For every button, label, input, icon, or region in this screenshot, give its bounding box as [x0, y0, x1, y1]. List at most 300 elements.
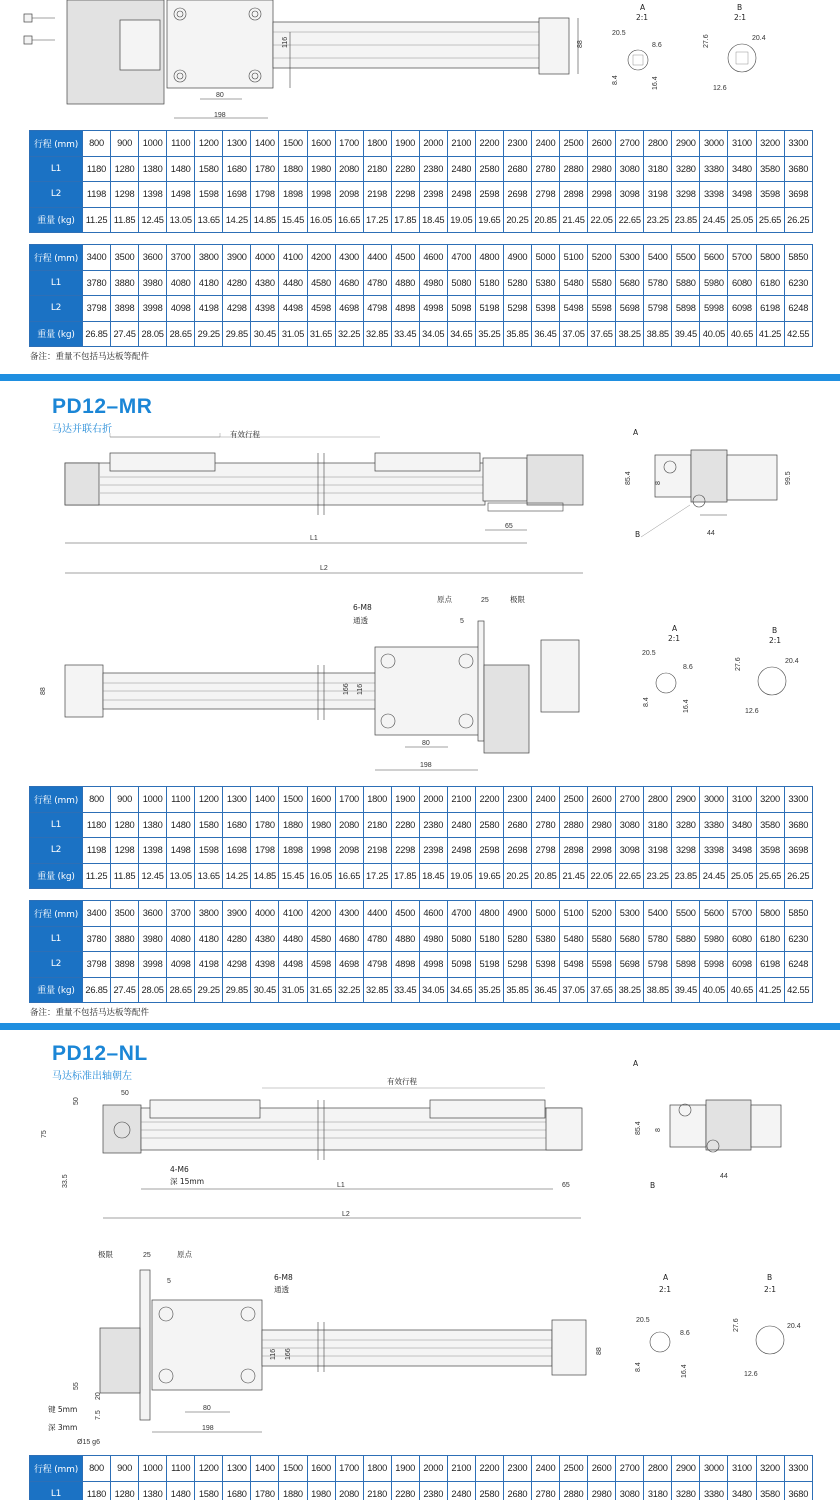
- table-cell: 2280: [391, 812, 419, 838]
- dimension-label: 深 15mm: [170, 1177, 205, 1186]
- table-cell: 38.85: [644, 977, 672, 1003]
- table-cell: 5080: [447, 926, 475, 952]
- dimension-label: 65: [505, 523, 513, 530]
- table-cell: 2680: [503, 812, 531, 838]
- table-cell: 2100: [447, 131, 475, 157]
- row-header: L2: [30, 952, 83, 978]
- table-cell: 4298: [223, 952, 251, 978]
- table-cell: 6230: [784, 926, 812, 952]
- table-cell: 20.25: [503, 863, 531, 889]
- table-cell: 2980: [588, 1481, 616, 1500]
- dimension-label: 85.4: [635, 1121, 642, 1135]
- table-cell: 4580: [307, 270, 335, 296]
- table-cell: 35.85: [503, 321, 531, 347]
- table-cell: 4198: [195, 296, 223, 322]
- table-cell: 2700: [616, 1456, 644, 1482]
- table-cell: 1280: [111, 1481, 139, 1500]
- table-cell: 5180: [475, 270, 503, 296]
- dimension-label: 20.4: [787, 1323, 801, 1330]
- table-cell: 3798: [83, 296, 111, 322]
- table-cell: 5600: [700, 901, 728, 927]
- table-cell: 3698: [784, 182, 812, 208]
- table-cell: 2400: [532, 1456, 560, 1482]
- table-cell: 3500: [111, 901, 139, 927]
- table-cell: 5180: [475, 926, 503, 952]
- table-cell: 2798: [532, 182, 560, 208]
- table-cell: 2780: [532, 156, 560, 182]
- dimension-label: 80: [422, 740, 430, 747]
- table-cell: 1698: [223, 838, 251, 864]
- table-cell: 6098: [728, 296, 756, 322]
- table-row: [30, 321, 813, 347]
- table-cell: 2298: [391, 182, 419, 208]
- table-cell: 3280: [672, 156, 700, 182]
- table-cell: 4998: [419, 952, 447, 978]
- table-cell: 4880: [391, 926, 419, 952]
- table-row: [30, 977, 813, 1003]
- table-cell: 12.45: [139, 207, 167, 233]
- table-cell: 26.25: [784, 207, 812, 233]
- table-cell: 1580: [195, 156, 223, 182]
- table-cell: 2400: [532, 131, 560, 157]
- table-cell: 3380: [700, 812, 728, 838]
- table-cell: 23.25: [644, 863, 672, 889]
- table-cell: 3180: [644, 1481, 672, 1500]
- table-cell: 1280: [111, 156, 139, 182]
- table-cell: 2880: [560, 156, 588, 182]
- dimension-label: L1: [310, 535, 318, 542]
- spec-table-2a: [29, 786, 813, 889]
- slide-plate-top: [167, 0, 273, 88]
- table-cell: 4780: [363, 270, 391, 296]
- table-cell: 3098: [616, 838, 644, 864]
- table-cell: 4380: [251, 926, 279, 952]
- table-cell: 2800: [644, 1456, 672, 1482]
- table-cell: 2298: [391, 838, 419, 864]
- table-cell: 1480: [167, 156, 195, 182]
- table-cell: 4200: [307, 901, 335, 927]
- table-cell: 30.45: [251, 977, 279, 1003]
- table-row: [30, 1481, 813, 1500]
- dimension-label: 键 5mm: [48, 1405, 78, 1414]
- dimension-label: 12.6: [745, 708, 759, 715]
- dim-116: 116: [282, 36, 289, 48]
- table-row: [30, 863, 813, 889]
- table-cell: 5598: [588, 952, 616, 978]
- table-cell: 19.05: [447, 863, 475, 889]
- table-cell: 4480: [279, 270, 307, 296]
- table-cell: 5480: [560, 926, 588, 952]
- table-cell: 33.45: [391, 321, 419, 347]
- table-cell: 4198: [195, 952, 223, 978]
- mr-side-view: [65, 429, 583, 573]
- row-header: L1: [30, 270, 83, 296]
- table-cell: 4880: [391, 270, 419, 296]
- table-cell: 23.25: [644, 207, 672, 233]
- row-header: 重量 (kg): [30, 207, 83, 233]
- dimension-label: 深 3mm: [48, 1423, 78, 1432]
- row-header: L2: [30, 296, 83, 322]
- table-cell: 16.65: [335, 863, 363, 889]
- table-cell: 5198: [475, 296, 503, 322]
- table-cell: 5200: [588, 901, 616, 927]
- row-header: L1: [30, 812, 83, 838]
- table-cell: 3200: [756, 1456, 784, 1482]
- dimension-label: A: [640, 3, 646, 12]
- table-cell: 5850: [784, 901, 812, 927]
- table-cell: 2800: [644, 787, 672, 813]
- table-cell: 5898: [672, 952, 700, 978]
- table-cell: 3898: [111, 296, 139, 322]
- table-cell: 3580: [756, 812, 784, 838]
- table-cell: 3498: [728, 182, 756, 208]
- table-cell: 1298: [111, 182, 139, 208]
- dimension-label: 99.5: [785, 471, 792, 485]
- section-divider-2: [0, 1023, 840, 1030]
- table-cell: 3080: [616, 156, 644, 182]
- table-cell: 1680: [223, 156, 251, 182]
- dimension-label: 2:1: [769, 636, 782, 645]
- table-cell: 2098: [335, 182, 363, 208]
- dimension-label: 7.5: [95, 1410, 102, 1420]
- table-cell: 2880: [560, 812, 588, 838]
- table-cell: 2600: [588, 131, 616, 157]
- table-cell: 3198: [644, 838, 672, 864]
- spec-table-3a: [29, 1455, 813, 1500]
- table-cell: 22.65: [616, 863, 644, 889]
- table-cell: 1998: [307, 838, 335, 864]
- table-cell: 1500: [279, 1456, 307, 1482]
- table-cell: 5298: [503, 952, 531, 978]
- table-cell: 4898: [391, 952, 419, 978]
- table-cell: 34.65: [447, 321, 475, 347]
- table-cell: 4300: [335, 901, 363, 927]
- table-cell: 3480: [728, 156, 756, 182]
- dimension-label: 50: [73, 1097, 80, 1105]
- table-cell: 4680: [335, 270, 363, 296]
- table-cell: 2900: [672, 1456, 700, 1482]
- table-cell: 2500: [560, 787, 588, 813]
- table-cell: 3180: [644, 812, 672, 838]
- table-cell: 5798: [644, 296, 672, 322]
- table-cell: 2198: [363, 182, 391, 208]
- table-cell: 2300: [503, 131, 531, 157]
- section-subtitle-mr: 马达并联右折: [52, 424, 112, 435]
- table-cell: 1900: [391, 787, 419, 813]
- table-cell: 36.45: [532, 977, 560, 1003]
- dimension-label: 4-M6: [170, 1165, 189, 1174]
- table-cell: 1600: [307, 131, 335, 157]
- table-cell: 4900: [503, 901, 531, 927]
- dimension-label: 27.6: [733, 1318, 740, 1332]
- table-cell: 4498: [279, 952, 307, 978]
- note-1: 备注：重量不包括马达板等配件: [30, 352, 150, 362]
- table-cell: 2500: [560, 131, 588, 157]
- spec-table-2b: [29, 900, 813, 1003]
- table-cell: 32.85: [363, 321, 391, 347]
- table-cell: 40.05: [700, 977, 728, 1003]
- table-cell: 1680: [223, 1481, 251, 1500]
- table-cell: 4280: [223, 270, 251, 296]
- table-cell: 1980: [307, 812, 335, 838]
- table-cell: 4700: [447, 901, 475, 927]
- table-row: [30, 296, 813, 322]
- dimension-label: 8: [655, 481, 662, 485]
- table-cell: 3780: [83, 270, 111, 296]
- table-cell: 18.45: [419, 207, 447, 233]
- row-header: L1: [30, 156, 83, 182]
- dimension-label: 198: [420, 762, 432, 769]
- table-cell: 3600: [139, 245, 167, 271]
- table-cell: 21.45: [560, 207, 588, 233]
- dimension-label: 5: [167, 1278, 171, 1285]
- table-cell: 13.65: [195, 207, 223, 233]
- table-cell: 5198: [475, 952, 503, 978]
- table-cell: 3600: [139, 901, 167, 927]
- table-cell: 1198: [83, 182, 111, 208]
- dimension-label: 166: [343, 683, 350, 695]
- table-cell: 5500: [672, 245, 700, 271]
- table-cell: 17.25: [363, 863, 391, 889]
- row-header: L1: [30, 926, 83, 952]
- table-cell: 6080: [728, 270, 756, 296]
- table-cell: 5080: [447, 270, 475, 296]
- table-cell: 6080: [728, 926, 756, 952]
- table-cell: 2980: [588, 812, 616, 838]
- table-cell: 4300: [335, 245, 363, 271]
- table-cell: 34.05: [419, 977, 447, 1003]
- table-cell: 2698: [503, 182, 531, 208]
- table-cell: 2580: [475, 1481, 503, 1500]
- table-cell: 4798: [363, 296, 391, 322]
- dimension-label: 极限: [98, 1250, 113, 1259]
- table-cell: 4698: [335, 296, 363, 322]
- table-cell: 39.45: [672, 321, 700, 347]
- table-cell: 13.65: [195, 863, 223, 889]
- table-cell: 2198: [363, 838, 391, 864]
- table-cell: 1780: [251, 156, 279, 182]
- table-cell: 2180: [363, 156, 391, 182]
- dimension-label: Ø15 g6: [77, 1439, 100, 1446]
- table-cell: 5398: [532, 296, 560, 322]
- table-cell: 31.05: [279, 321, 307, 347]
- table-cell: 4598: [307, 296, 335, 322]
- table-cell: 3298: [672, 182, 700, 208]
- table-cell: 1000: [139, 787, 167, 813]
- table-cell: 1800: [363, 787, 391, 813]
- dimension-label: A: [633, 428, 639, 437]
- table-cell: 2180: [363, 1481, 391, 1500]
- table-cell: 22.05: [588, 863, 616, 889]
- table-cell: 3098: [616, 182, 644, 208]
- table-cell: 1998: [307, 182, 335, 208]
- table-cell: 28.05: [139, 977, 167, 1003]
- dimension-label: 通透: [274, 1285, 289, 1294]
- table-cell: 5698: [616, 952, 644, 978]
- table-cell: 1898: [279, 182, 307, 208]
- dimension-label: 极限: [510, 595, 525, 604]
- table-cell: 800: [83, 131, 111, 157]
- table-cell: 1200: [195, 787, 223, 813]
- dimension-label: 6-M8: [353, 603, 372, 612]
- row-header: 行程 (mm): [30, 901, 83, 927]
- table-cell: 2580: [475, 812, 503, 838]
- table-cell: 41.25: [756, 977, 784, 1003]
- dimension-label: 88: [40, 687, 47, 695]
- table-cell: 4900: [503, 245, 531, 271]
- table-cell: 1980: [307, 1481, 335, 1500]
- table-cell: 13.05: [167, 863, 195, 889]
- table-cell: 2480: [447, 156, 475, 182]
- table-cell: 4680: [335, 926, 363, 952]
- dimension-label: A: [633, 1060, 639, 1068]
- table-cell: 17.85: [391, 207, 419, 233]
- section-title-nl: PD12–NL: [52, 1042, 148, 1065]
- table-cell: 5800: [756, 245, 784, 271]
- table-cell: 1300: [223, 1456, 251, 1482]
- dimension-label: 有效行程: [387, 1077, 417, 1086]
- table-cell: 3380: [700, 156, 728, 182]
- table-row: [30, 901, 813, 927]
- table-cell: 2580: [475, 156, 503, 182]
- table-cell: 4698: [335, 952, 363, 978]
- table-cell: 3900: [223, 901, 251, 927]
- mr-detail-a: [642, 624, 693, 713]
- dimension-label: 8.6: [683, 664, 693, 671]
- table-cell: 4580: [307, 926, 335, 952]
- dimension-label: 16.4: [652, 76, 659, 90]
- table-cell: 1380: [139, 812, 167, 838]
- dimension-label: 88: [596, 1347, 603, 1355]
- table-cell: 1700: [335, 1456, 363, 1482]
- table-cell: 2900: [672, 131, 700, 157]
- table-cell: 1900: [391, 131, 419, 157]
- nl-detail-a: [635, 1273, 690, 1378]
- table-cell: 5380: [532, 270, 560, 296]
- table-cell: 2998: [588, 838, 616, 864]
- table-cell: 1880: [279, 156, 307, 182]
- dimension-label: A: [663, 1273, 669, 1282]
- dimension-label: 2:1: [659, 1285, 672, 1294]
- table-cell: 1400: [251, 131, 279, 157]
- table-cell: 1180: [83, 156, 111, 182]
- table-cell: 17.85: [391, 863, 419, 889]
- table-cell: 1380: [139, 1481, 167, 1500]
- table-cell: 3900: [223, 245, 251, 271]
- table-cell: 28.05: [139, 321, 167, 347]
- table-cell: 5580: [588, 926, 616, 952]
- nl-drawings: [0, 1060, 840, 1455]
- table-cell: 5300: [616, 901, 644, 927]
- table-cell: 1700: [335, 131, 363, 157]
- dimension-label: 5: [460, 618, 464, 625]
- table-cell: 3780: [83, 926, 111, 952]
- table-cell: 4500: [391, 901, 419, 927]
- table-cell: 3300: [784, 787, 812, 813]
- table-cell: 1580: [195, 1481, 223, 1500]
- table-cell: 39.45: [672, 977, 700, 1003]
- table-cell: 3798: [83, 952, 111, 978]
- table-cell: 5700: [728, 245, 756, 271]
- table-cell: 1400: [251, 1456, 279, 1482]
- table-cell: 5100: [560, 245, 588, 271]
- table-cell: 3398: [700, 838, 728, 864]
- table-cell: 2680: [503, 1481, 531, 1500]
- table-cell: 6230: [784, 270, 812, 296]
- dimension-label: 8.4: [643, 697, 650, 707]
- table-cell: 5500: [672, 901, 700, 927]
- table-cell: 1200: [195, 131, 223, 157]
- table-cell: 23.85: [672, 863, 700, 889]
- table-cell: 3100: [728, 787, 756, 813]
- table-cell: 1280: [111, 812, 139, 838]
- table-cell: 1180: [83, 1481, 111, 1500]
- table-cell: 3298: [672, 838, 700, 864]
- table-cell: 3580: [756, 1481, 784, 1500]
- mr-end-view: [625, 428, 792, 539]
- dimension-label: B: [635, 530, 641, 539]
- table-cell: 5300: [616, 245, 644, 271]
- table-cell: 33.45: [391, 977, 419, 1003]
- table-cell: 3000: [700, 131, 728, 157]
- table-cell: 1480: [167, 812, 195, 838]
- row-header: 重量 (kg): [30, 321, 83, 347]
- table-cell: 3598: [756, 838, 784, 864]
- table-cell: 5850: [784, 245, 812, 271]
- table-cell: 4800: [475, 245, 503, 271]
- table-cell: 2900: [672, 787, 700, 813]
- table-cell: 4998: [419, 296, 447, 322]
- dimension-label: 33.5: [62, 1174, 69, 1188]
- table-cell: 14.85: [251, 207, 279, 233]
- table-cell: 2000: [419, 131, 447, 157]
- table-cell: 22.65: [616, 207, 644, 233]
- table-cell: 3080: [616, 812, 644, 838]
- table-cell: 11.85: [111, 863, 139, 889]
- dimension-label: B: [650, 1181, 656, 1190]
- dimension-label: L1: [337, 1182, 345, 1189]
- row-header: L2: [30, 182, 83, 208]
- table-cell: 32.25: [335, 321, 363, 347]
- table-cell: 16.05: [307, 863, 335, 889]
- table-cell: 40.05: [700, 321, 728, 347]
- dimension-label: B: [767, 1273, 773, 1282]
- table-cell: 2798: [532, 838, 560, 864]
- table-cell: 4500: [391, 245, 419, 271]
- table-row: [30, 156, 813, 182]
- table-cell: 40.65: [728, 321, 756, 347]
- dimension-label: 25: [143, 1252, 151, 1259]
- table-cell: 2200: [475, 787, 503, 813]
- table-cell: 4298: [223, 296, 251, 322]
- table-cell: 1100: [167, 787, 195, 813]
- dimension-label: 27.6: [703, 34, 710, 48]
- table-cell: 3080: [616, 1481, 644, 1500]
- table-cell: 6180: [756, 926, 784, 952]
- table-cell: 11.25: [83, 863, 111, 889]
- table-cell: 2100: [447, 787, 475, 813]
- table-cell: 11.25: [83, 207, 111, 233]
- dimension-label: 20.4: [752, 35, 766, 42]
- table-cell: 1800: [363, 131, 391, 157]
- table-cell: 3580: [756, 156, 784, 182]
- dimension-label: 12.6: [713, 85, 727, 92]
- table-cell: 900: [111, 1456, 139, 1482]
- table-cell: 3980: [139, 926, 167, 952]
- table-cell: 2398: [419, 182, 447, 208]
- table-cell: 3700: [167, 245, 195, 271]
- table-cell: 2380: [419, 812, 447, 838]
